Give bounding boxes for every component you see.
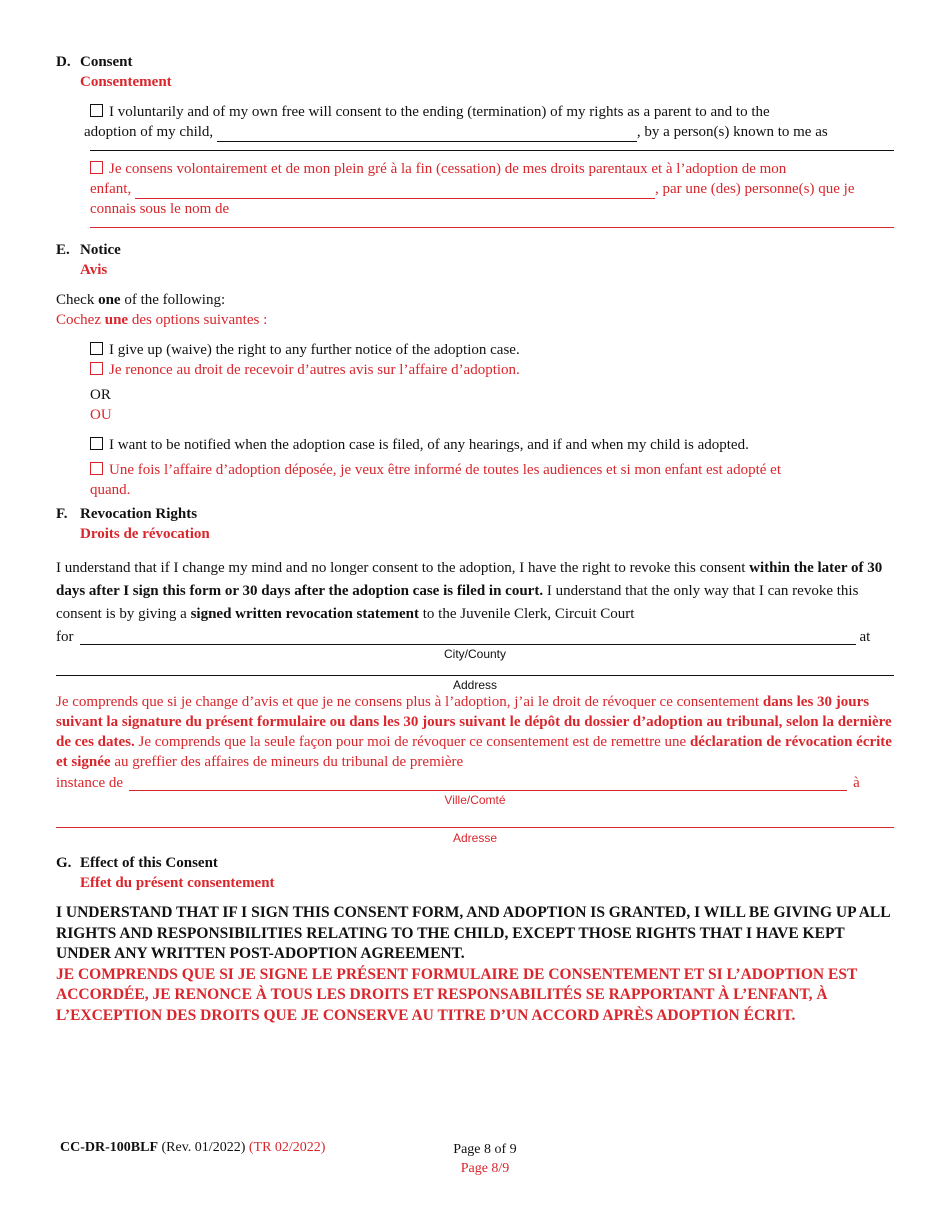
section-revocation: F. Revocation Rights Droits de révocation I understand that if I change my mind and no longer consent to the adoption, I have the right to revoke this consent within the later of 30 days after I sign this form or 30 days after the adoption case is filed in court. I understand that the only way that I can revoke this consent is by giving a signed written revocation statement to the Juvenile Clerk, Circuit Court for at City/County Address Je comprends que si je change d’avis et que je ne consens plus à l’adoption, j’ai le droit de révoquer ce consentement dans les 30 jours suivant la signature du présent formulaire ou dans les 30 jours suivant le dépôt du dossier d’adoption au tribunal, selon la dernière de ces dates. Je comprends que la seule façon pour moi de révoquer ce consentement est de remettre une déclaration de révocation écrite et signée au greffier des affaires de mineurs du tribunal de première instance de à Ville/Comté Adresse [56,504,894,845]
city-county-caption: City/County [443,647,507,661]
section-title: Consent [80,54,133,70]
page-number: Page 8 of 9 Page 8/9 [453,1142,517,1176]
effect-fr-text: JE COMPRENDS QUE SI JE SIGNE LE PRÉSENT FORMULAIRE DE CONSENTEMENT ET SI L’ADOPTION EST ACCORDÉE, JE RENONCE À TOUS LES DROITS ET RESPONSABILITÉS SE RAPPORTANT À L’ENFANT, À L’EXCEPTION DES DROITS QUE JE CONSERVE AU TITRE D’UN ACCORD APRÈS ADOPTION ÉCRIT. [56,965,858,1024]
section-notice: E. Notice Avis Check one of the following: Cochez une des options suivantes : I give up (waive) the right to any further notice of the adoption case. Je renonce au droit de recevoir d’autres avis sur l’affaire d’adoption. OR OU I want to be notified when the adoption case is filed, of any hearings, and if and when my child is adopted. Une fois l’affaire d’adoption déposée, je veux être informé de toutes les audiences et si mon enfant est adopté et quand. [56,240,894,500]
address-field[interactable] [56,675,894,676]
known-as-line-fr[interactable] [90,227,894,228]
effect-en-text: I UNDERSTAND THAT IF I SIGN THIS CONSENT FORM, AND ADOPTION IS GRANTED, I WILL BE GIVING UP ALL RIGHTS AND RESPONSIBILITIES RELATING TO THE CHILD, EXCEPT THOSE RIGHTS THAT I HAVE KEPT UNDER ANY WRITTEN POST-ADOPTION AGREEMENT. [56,904,890,962]
form-identifier: CC-DR-100BLF (Rev. 01/2022) (TR 02/2022) [60,1140,326,1155]
city-county-field[interactable] [80,630,856,645]
child-name-field-fr[interactable] [135,184,655,199]
consent-checkbox[interactable] [90,104,103,117]
ville-comte-field[interactable] [129,776,847,791]
known-as-line[interactable] [90,150,894,151]
option-waive-fr: Je renonce au droit de recevoir d’autres avis sur l’affaire d’adoption. [90,360,894,380]
revocation-en-text: I understand that if I change my mind and no longer consent to the adoption, I have the right to revoke this consent within the later of 30 days after I sign this form or 30 days after the adoption case is filed in court. I understand that the only way that I can revoke this consent is by giving a signed written revocation statement to the Juvenile Clerk, Circuit Court [56,560,883,622]
adresse-caption: Adresse [452,831,498,845]
or-label-fr: OU [90,407,112,423]
revocation-fr-text: Je comprends que si je change d’avis et que je ne consens plus à l’adoption, j’ai le droit de révoquer ce consentement dans les 30 jours suivant la signature du présent formulaire ou dans les 30 jours suivant le dépôt du dossier d’adoption au tribunal, selon la dernière de ces dates. Je comprends que la seule façon pour moi de révoquer ce consentement est de remettre une déclaration de révocation écrite et signée au greffier des affaires de mineurs du tribunal de première [56,694,892,770]
child-name-field[interactable] [217,127,637,142]
consent-en-block: I voluntarily and of my own free will consent to the ending (termination) of my rights as a parent to and to the adoption of my child, , by a person(s) known to me as [84,104,828,140]
section-effect: G. Effect of this Consent Effet du présent consentement I UNDERSTAND THAT IF I SIGN THIS CONSENT FORM, AND ADOPTION IS GRANTED, I WILL BE GIVING UP ALL RIGHTS AND RESPONSIBILITIES RELATING TO THE CHILD, EXCEPT THOSE RIGHTS THAT I HAVE KEPT UNDER ANY WRITTEN POST-ADOPTION AGREEMENT. JE COMPRENDS QUE SI JE SIGNE LE PRÉSENT FORMULAIRE DE CONSENTEMENT ET SI L’ADOPTION EST ACCORDÉE, JE RENONCE À TOUS LES DROITS ET RESPONSABILITÉS SE RAPPORTANT À L’ENFANT, À L’EXCEPTION DES DROITS QUE JE CONSERVE AU TITRE D’UN ACCORD APRÈS ADOPTION ÉCRIT. [56,853,894,1026]
consent-en-text: I voluntarily and of my own free will consent to the ending (termination) of my rights as a parent to and to the [109,104,770,120]
notify-checkbox-fr[interactable] [90,462,103,475]
or-label: OR [90,387,111,403]
notify-checkbox[interactable] [90,437,103,450]
consent-fr-block: Je consens volontairement et de mon plein gré à la fin (cessation) de mes droits parentaux et à l’adoption de mon enfant, , par une (des) personne(s) que je connais sous le nom de [90,161,855,217]
section-consent [56,52,894,228]
waive-checkbox[interactable] [90,342,103,355]
address-caption: Address [452,678,498,692]
option-notify: I want to be notified when the adoption case is filed, of any hearings, and if and when my child is adopted. [90,435,894,455]
ville-comte-caption: Ville/Comté [444,793,506,807]
check-instruction-fr: Cochez une des options suivantes : [56,312,268,328]
consent-checkbox-fr[interactable] [90,161,103,174]
option-notify-fr: Une fois l’affaire d’adoption déposée, je veux être informé de toutes les audiences et si mon enfant est adopté et [90,460,894,480]
section-title-fr: Consentement [80,74,172,90]
check-instruction: Check one of the following: [56,292,226,308]
section-letter: D. [56,54,71,70]
waive-checkbox-fr[interactable] [90,362,103,375]
option-waive: I give up (waive) the right to any further notice of the adoption case. [90,340,894,360]
adresse-field[interactable] [56,827,894,828]
